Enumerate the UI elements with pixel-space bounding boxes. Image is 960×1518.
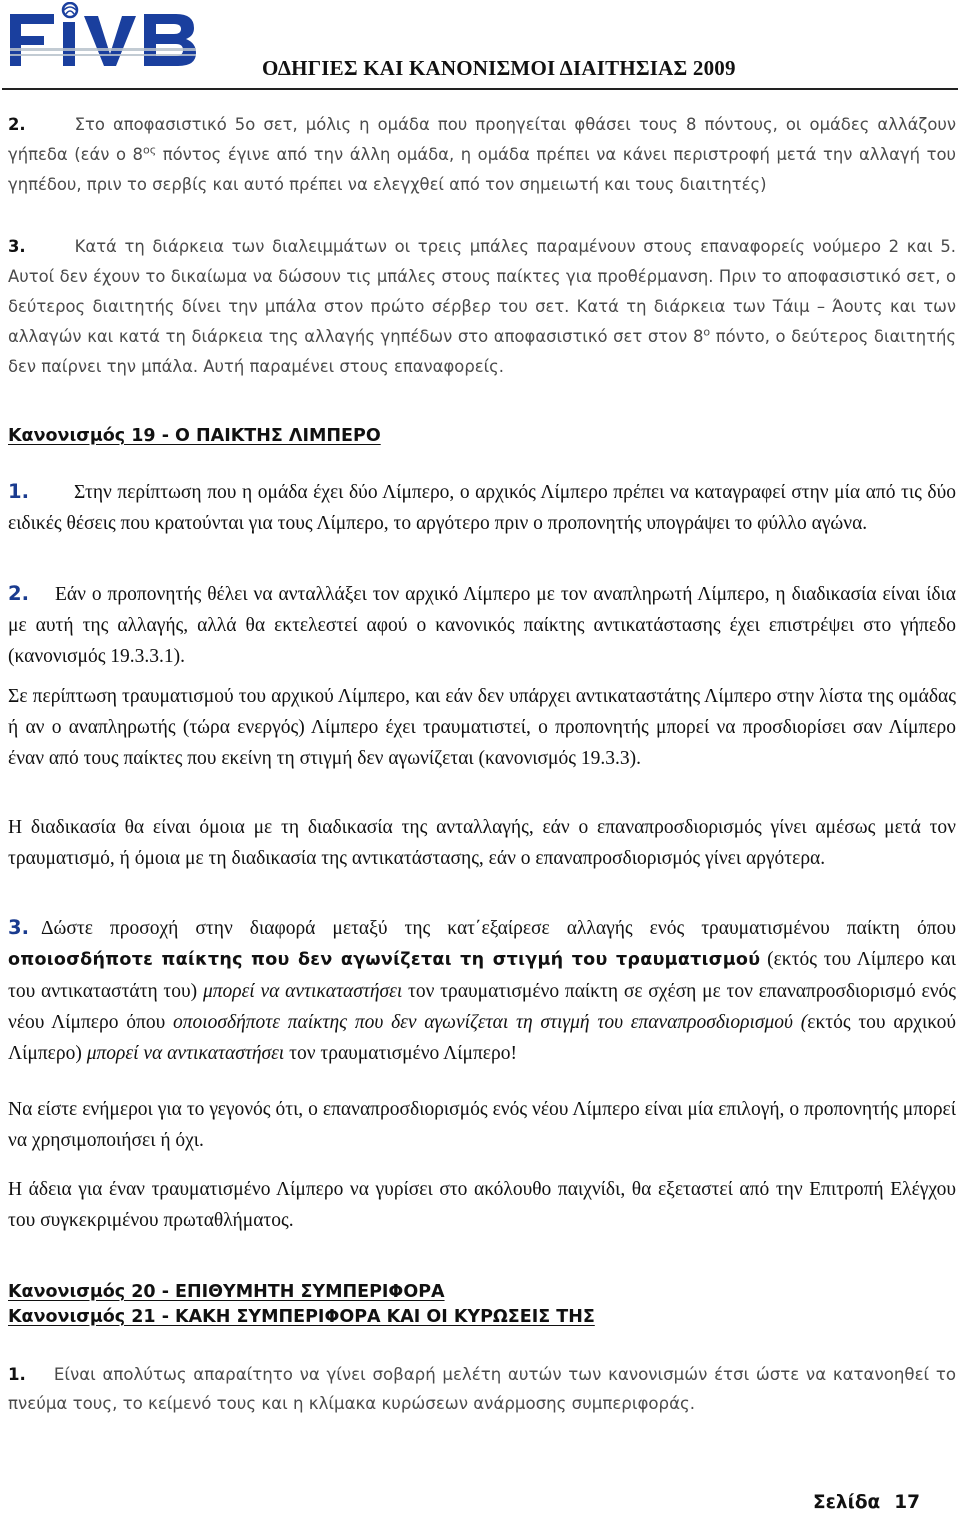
paragraph-2-serve-rotation: 2. Στο αποφασιστικό 5ο σετ, μόλις η ομάδα που προηγείται φθάσει τους 8 πόντους, οι ομάδες αλλάζουν γήπεδα (εάν ο $8^{o\varsigma}$ πόντος έγινε από την άλλη ομάδα, η ομάδα πρέπει να κάνει περιστροφή μετά την αλλαγή του γηπέδου, πριν το σερβίς και αυτό πρέπει να ελεγχθεί από τον σημειωτή και τους διαιτητές) [8,115,956,194]
rule-19-heading: Κανονισμός 19 - Ο ΠΑΙΚΤΗΣ ΛΙΜΠΕΡΟ [8,426,381,446]
rule-19-item-2: 2. Εάν ο προπονητής θέλει να ανταλλάξει τον αρχικό Λίμπερο με τον αναπληρωτή Λίμπερο, η διαδικασία είναι ίδια με αυτή της αλλαγής, αλλά θα εκτελεστεί αφού ο κανονικός παίκτης αντικατάστασης έχει επιστρέψει στο γήπεδο (κανονισμός 19.3.3.1). [8,582,956,667]
document-title: ΟΔΗΓΙΕΣ ΚΑΙ ΚΑΝΟΝΙΣΜΟΙ ΔΙΑΙΤΗΣΙΑΣ 2009 [262,56,736,80]
rule-21-item-1: 1. Είναι απολύτως απαραίτητο να γίνει σοβαρή μελέτη αυτών των κανονισμών έτσι ώστε να κατανοηθεί το πνεύμα τους, το κείμενό τους και η κλίμακα κυρώσεων ανάρμοσης συμπεριφοράς. [8,1365,956,1413]
rule-19-permission-paragraph: Η άδεια για έναν τραυματισμένο Λίμπερο να γυρίσει στο ακόλουθο παιχνίδι, θα εξεταστεί από την Επιτροπή Ελέγχου του συγκεκριμένου πρωταθλήματος. [8,1179,956,1231]
rule-21-heading: Κανονισμός 21 - ΚΑΚΗ ΣΥΜΠΕΡΙΦΟΡΑ ΚΑΙ ΟΙ ΚΥΡΩΣΕΙΣ ΤΗΣ [8,1307,595,1327]
fivb-logo [6,2,201,72]
paragraph-number: 2. [8,582,29,605]
paragraph-number: 1. [8,480,29,503]
paragraph-number: 2. [8,115,26,134]
page-number: Σελίδα 17 [812,1492,920,1513]
rule-19-item-3: 3. Δώστε προσοχή στην διαφορά μεταξύ της κατ΄εξαίρεσε αλλαγής ενός τραυματισμένου παίκτη όπου οποιοσδήποτε παίκτης που δεν αγωνίζεται τη στιγμή του τραυματισμού (εκτός του Λίμπερο και του αντικαταστάτη του) μπορεί να αντικαταστήσει τον τραυματισμένο παίκτη σε σχέση με τον επαναπροσδιορισμό ενός νέου Λίμπερο όπου οποιοσδήποτε παίκτης που δεν αγωνίζεται τη στιγμή του επαναπροσδιορισμού (εκτός του αρχικού Λίμπερο) μπορεί να αντικαταστήσει τον τραυματισμένο Λίμπερο! [8,916,956,1064]
rule-20-heading: Κανονισμός 20 - ΕΠΙΘΥΜΗΤΗ ΣΥΜΠΕΡΙΦΟΡΑ [8,1282,445,1302]
paragraph-number: 3. [8,916,29,939]
rule-19-injury-paragraph: Σε περίπτωση τραυματισμού του αρχικού Λίμπερο, και εάν δεν υπάρχει αντικαταστάτης Λίμπερο στην λίστα της ομάδας ή αν ο αναπληρωτής (τώρα ενεργός) Λίμπερο έχει τραυματιστεί, ο προπονητής μπορεί να προσδιορίσει σαν Λίμπερο έναν από τους παίκτες που εκείνη τη στιγμή δεν αγωνίζεται (κανονισμός 19.3.3). [8,686,956,769]
paragraph-3-balls: 3. Κατά τη διάρκεια των διαλειμμάτων οι τρεις μπάλες παραμένουν στους επαναφορείς νούμερο 2 και 5. Αυτοί δεν έχουν το δικαίωμα να δώσουν τις μπάλες στους παίκτες για προθέρμανση. Πριν το αποφασιστικό σετ, ο δεύτερος διαιτητής δίνει την μπάλα στον πρώτο σέρβερ του σετ. Κατά τη διάρκεια των Τάιμ – Άουτς και των αλλαγών και κατά τη διάρκεια της αλλαγής γηπέδων στο αποφασιστικό σετ στον $8^o$ πόντο, ο δεύτερος διαιτητής δεν παίρνει την μπάλα. Αυτή παραμένει στους επαναφορείς. [8,237,956,376]
rule-19-item-1: 1. Στην περίπτωση που η ομάδα έχει δύο Λίμπερο, ο αρχικός Λίμπερο πρέπει να καταγραφεί στην μία από τις δύο ειδικές θέσεις που κρατούνται για τους Λίμπερο, το αργότερο πριν ο προπονητής υπογράψει το φύλλο αγώνα. [8,480,956,534]
rule-19-procedure-paragraph: Η διαδικασία θα είναι όμοια με τη διαδικασία της ανταλλαγής, εάν ο επαναπροσδιορισμός γίνει αμέσως μετά τον τραυματισμό, ή όμοια με τη διαδικασία της αντικατάστασης, εάν ο επαναπροσδιορισμός γίνει αργότερα. [8,817,956,869]
paragraph-number: 3. [8,237,26,256]
rule-19-awareness-paragraph: Να είστε ενήμεροι για το γεγονός ότι, ο επαναπροσδιορισμός ενός νέου Λίμπερο είναι μία επιλογή, ο προπονητής μπορεί να χρησιμοποιήσει ή όχι. [8,1099,956,1151]
header-divider [2,88,958,90]
paragraph-number: 1. [8,1365,26,1384]
